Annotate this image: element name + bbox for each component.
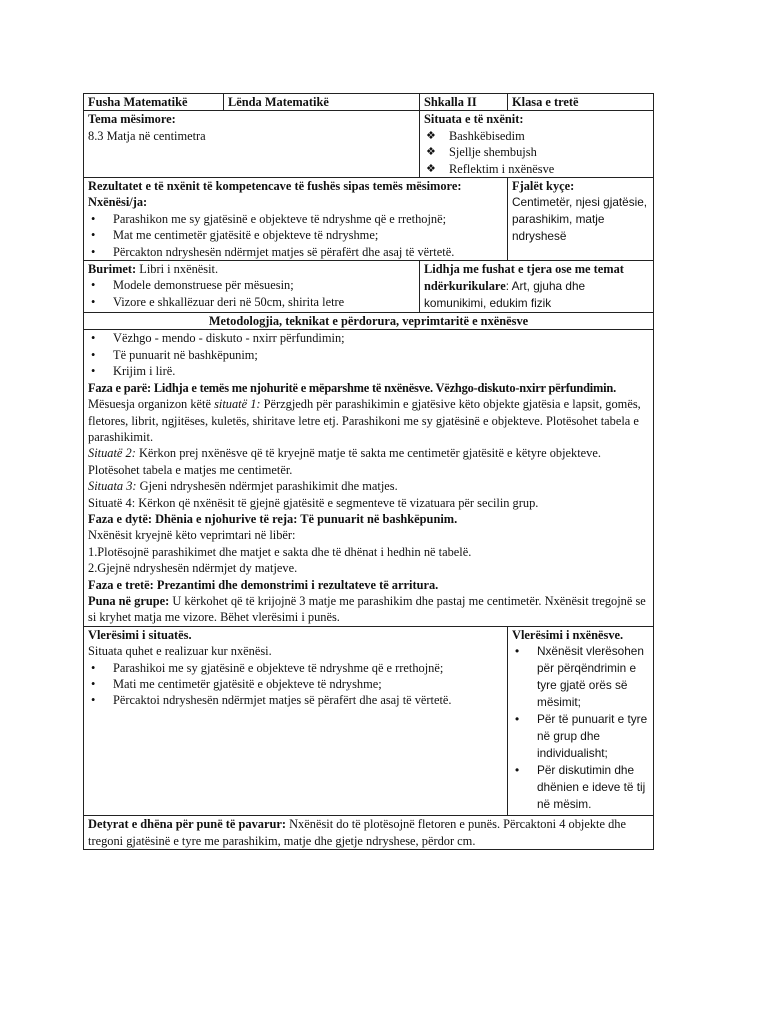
phase1-text-b: Përzgjedh për parashikimin e gjatësive këto objekte gjatësia e lapsit, gomës, fletores, librit, ngjitëses, kuletës, shiritave letre etj. Parashikoni me sy gjatësinë e objekteve. Plotësohet tabela e parashikimit.	[88, 397, 641, 444]
list-item: • Vizore e shkallëzuar deri në 50cm, shirita letre	[88, 294, 415, 310]
phase3-heading: Faza e tretë: Prezantimi dhe demonstrimi i rezultateve të arritura.	[88, 577, 439, 592]
homework-row	[84, 816, 654, 850]
assessment-situation-cell	[84, 626, 508, 815]
outcomes-cell	[84, 178, 508, 261]
links-label: Lidhja me fushat e tjera ose me temat ndërkurikulare	[424, 262, 624, 294]
list-item: • Të punuarit në bashkëpunim;	[88, 347, 649, 363]
homework-text: Nxënësit do të plotësojnë fletoren e punës. Përcaktoni 4 objekte dhe tregoni gjatësinë e tyre me parashikim, matje dhe gjetje ndryshese, përdor cm.	[88, 817, 626, 848]
topic-value: 8.3 Matja në centimetra	[88, 128, 206, 143]
assessment-situation-intro: Situata quhet e realizuar kur nxënësi.	[88, 644, 272, 659]
topic-cell	[84, 111, 420, 178]
homework-line	[88, 816, 649, 849]
assessment-students-list	[512, 643, 649, 813]
keywords-label: Fjalët kyçe:	[512, 179, 575, 194]
methodology-list	[88, 330, 649, 379]
methodology-row	[84, 330, 654, 626]
phase1-situation-3	[88, 478, 649, 494]
outcomes-heading: Rezultatet e të nxënit të kompetencave të fushës sipas temës mësimore:	[88, 179, 462, 194]
list-item: • Mati me centimetër gjatësitë e objekteve të ndryshme;	[88, 676, 503, 692]
list-item: • Krijim i lirë.	[88, 363, 649, 379]
topic-label: Tema mësimore:	[88, 112, 176, 127]
situation-2-label: Situatë 2:	[88, 446, 136, 461]
phase2-intro: Nxënësit kryejnë këto veprimtari në libër:	[88, 528, 296, 543]
list-item: • Parashikoi me sy gjatësinë e objekteve të ndryshme që e rrethojnë;	[88, 660, 503, 676]
phase2-item-2: 2.Gjejnë ndryshesën ndërmjet dy matjeve.	[88, 561, 298, 576]
level-cell: Shkalla II	[420, 94, 508, 111]
assessment-situation-list	[88, 660, 503, 709]
situation-1-label: situatë 1:	[214, 397, 261, 412]
outcomes-subheading: Nxënësi/ja:	[88, 195, 148, 210]
situation-label: Situata e të nxënit:	[424, 112, 524, 127]
links-line	[424, 261, 649, 312]
keywords-cell	[508, 178, 654, 261]
phase1-text-d: Gjeni ndryshesën ndërmjet parashikimit dhe matjes.	[136, 479, 398, 494]
subject-cell: Lënda Matematikë	[224, 94, 420, 111]
phase1-heading: Faza e parë: Lidhja e temës me njohuritë e mëparshme të nxënësve. Vëzhgo-diskuto-nxirr përfundimin.	[88, 380, 616, 395]
phase1-situation-2	[88, 445, 649, 478]
homework-label: Detyrat e dhëna për punë të pavarur:	[88, 817, 287, 832]
list-item: • Mat me centimetër gjatësitë e objekteve të ndryshme;	[88, 227, 503, 243]
list-item: • Për diskutimin dhe dhënien e ideve të tij në mësim.	[512, 762, 649, 813]
phase2-item-1: 1.Plotësojnë parashikimet dhe matjet e sakta dhe të dhënat i hedhin në tabelë.	[88, 544, 472, 559]
keywords-value: Centimetër, njesi gjatësie, parashikim, matje ndryshesë	[512, 195, 648, 244]
list-item: ❖ Bashkëbisedim	[424, 128, 649, 144]
list-item: ❖ Sjellje shembujsh	[424, 144, 649, 160]
assessment-students-label: Vlerësimi i nxënësve.	[512, 627, 624, 642]
links-value: : Art, gjuha dhe komunikimi, edukim fizik	[424, 279, 586, 311]
lesson-plan-document	[83, 93, 653, 850]
phase2-heading: Faza e dytë: Dhënia e njohurive të reja: Të punuarit në bashkëpunim.	[88, 511, 458, 526]
list-item: • Përcaktoi ndryshesën ndërmjet matjes së përafërt dhe asaj të vërtetë.	[88, 692, 503, 708]
links-cell	[420, 261, 654, 313]
assessment-row	[84, 626, 654, 815]
methodology-cell	[84, 330, 654, 626]
outcomes-list	[88, 211, 503, 260]
grade-cell: Klasa e tretë	[508, 94, 654, 111]
resources-label: Burimet:	[88, 262, 137, 277]
resources-line	[88, 261, 415, 277]
group-work	[88, 593, 649, 626]
list-item: ❖ Reflektim i nxënësve	[424, 161, 649, 177]
group-work-text: U kërkohet që të krijojnë 3 matje me parashikim dhe pastaj me centimetër. Nxënësit tregojnë se si kryhet matja me vizore. Bëhet vlerësimi i punës.	[88, 593, 646, 625]
list-item: • Vëzhgo - mendo - diskuto - nxirr përfundimin;	[88, 330, 649, 346]
phase1-text-c: Kërkon prej nxënësve që të kryejnë matje të sakta me centimetër gjatësitë e këtyre objekteve. Plotësohet tabela e matjes me centimetër.	[88, 446, 601, 477]
topic-row	[84, 111, 654, 178]
list-item: • Përcakton ndryshesën ndërmjet matjes së përafërt dhe asaj të vërtetë.	[88, 244, 503, 260]
phase1-situation-4: Situatë 4: Kërkon që nxënësit të gjejnë gjatësitë e segmenteve të vizatuara për secilin grup.	[88, 495, 539, 510]
field-cell: Fusha Matematikë	[84, 94, 224, 111]
methodology-heading: Metodologjia, teknikat e përdorura, veprimtaritë e nxënësve	[84, 313, 654, 330]
methodology-heading-row	[84, 313, 654, 330]
outcomes-row	[84, 178, 654, 261]
list-item: • Parashikon me sy gjatësinë e objekteve të ndryshme që e rrethojnë;	[88, 211, 503, 227]
list-item: • Modele demonstruese për mësuesin;	[88, 277, 415, 293]
resources-value: Libri i nxënësit.	[136, 262, 219, 277]
situation-cell	[420, 111, 654, 178]
assessment-situation-label: Vlerësimi i situatës.	[88, 627, 192, 642]
resources-row	[84, 261, 654, 313]
homework-cell	[84, 816, 654, 850]
phase1-paragraph	[88, 396, 649, 445]
assessment-students-cell	[508, 626, 654, 815]
lesson-plan-table	[83, 93, 654, 850]
resources-cell	[84, 261, 420, 313]
group-work-label: Puna në grupe:	[88, 593, 170, 608]
list-item: • Nxënësit vlerësohen për përqëndrimin e tyre gjatë orës së mësimit;	[512, 643, 649, 711]
list-item: • Për të punuarit e tyre në grup dhe individualisht;	[512, 711, 649, 762]
phase1-text-a: Mësuesja organizon këtë	[88, 397, 215, 412]
situation-list	[424, 128, 649, 177]
resources-list	[88, 277, 415, 310]
situation-3-label: Situata 3:	[88, 479, 137, 494]
header-row	[84, 94, 654, 111]
